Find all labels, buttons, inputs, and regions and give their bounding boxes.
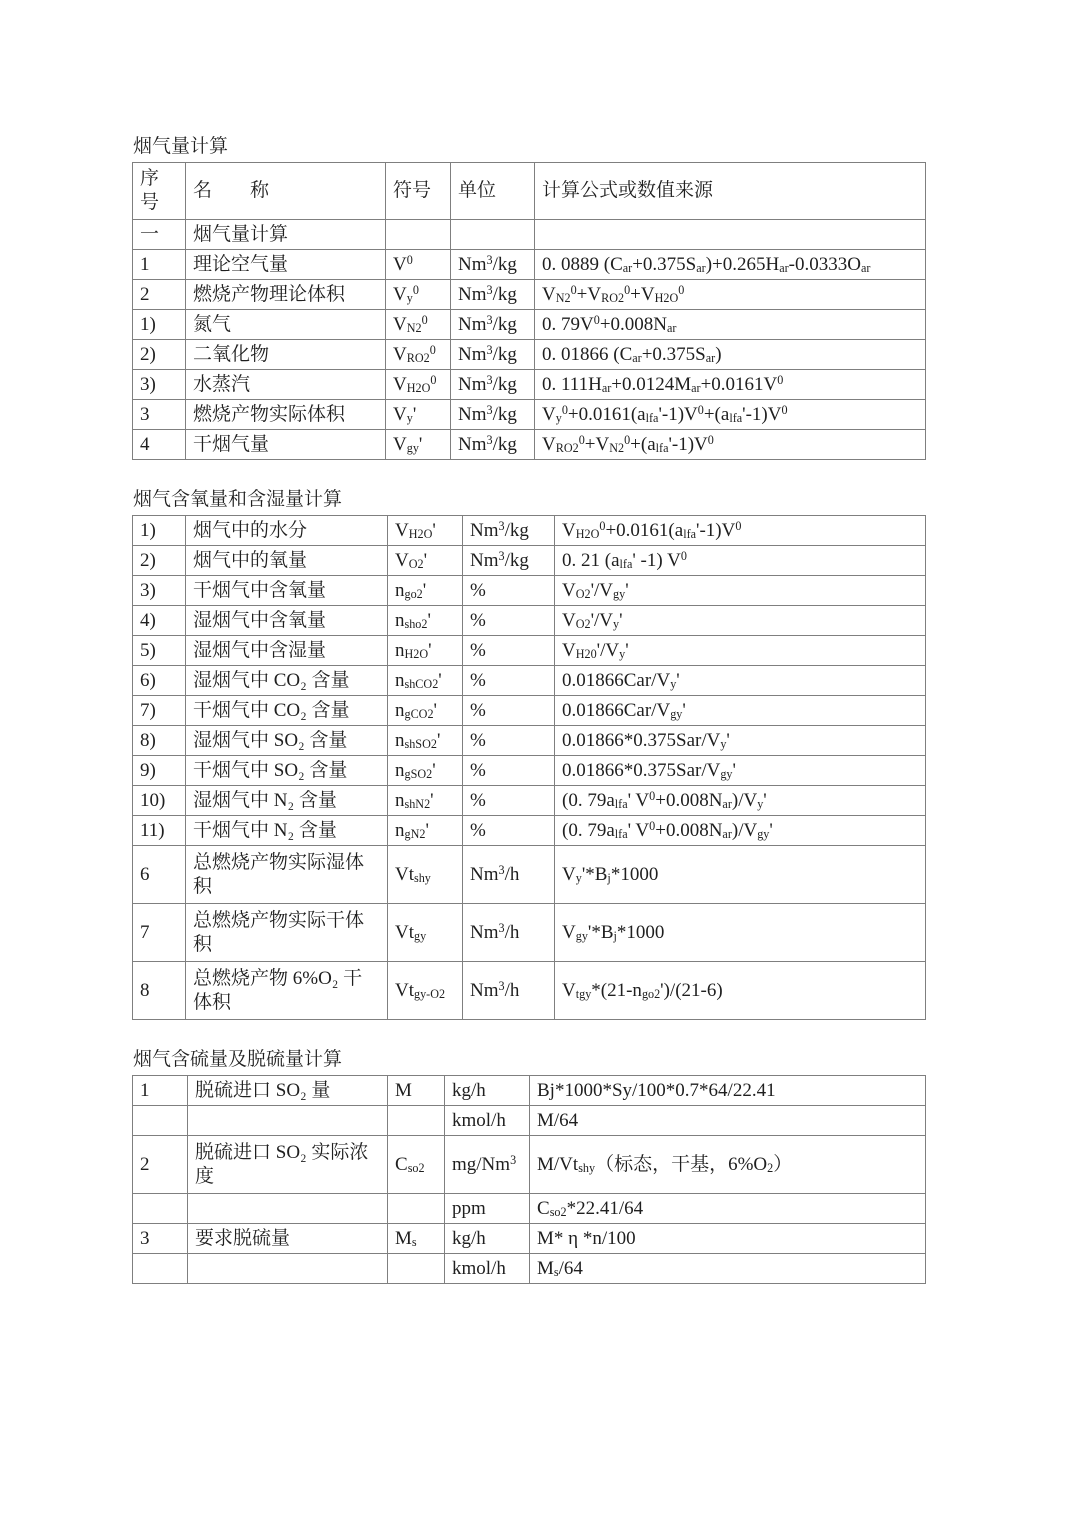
cell-name: 烟气中的氧量	[186, 546, 388, 576]
table-row	[133, 576, 926, 606]
cell-symbol	[388, 1194, 445, 1224]
cell-formula: $0.01866Car/V_y'$	[555, 666, 926, 696]
table-row	[133, 546, 926, 576]
oxygen-moisture-table	[132, 515, 926, 1020]
cell-name: 烟气中的水分	[186, 516, 388, 546]
cell-unit: Nm$^3$/kg	[463, 546, 555, 576]
cell-unit: Nm$^3$/kg	[451, 340, 535, 370]
cell-seq: 7)	[133, 696, 186, 726]
sulfur-desulfurization-table	[132, 1075, 926, 1284]
cell-symbol	[388, 1106, 445, 1136]
section-title-flue-gas-volume: 烟气量计算	[133, 136, 229, 157]
table-row	[133, 220, 926, 250]
cell-unit	[451, 220, 535, 250]
cell-unit: kmol/h	[445, 1106, 530, 1136]
cell-formula: 0. 0889 $(C_{ar}+0.375S_{ar})+0.265H_{ar}-0.0333O_{ar}$	[535, 250, 926, 280]
cell-name: 烟气量计算	[186, 220, 386, 250]
table-row	[133, 666, 926, 696]
table-row	[133, 696, 926, 726]
cell-seq: 7	[133, 904, 186, 962]
cell-symbol: $V_{H2O}^0$	[386, 370, 451, 400]
table-row	[133, 1254, 926, 1284]
cell-formula: $0.01866*0.375Sar/V_y'$	[555, 726, 926, 756]
table-row	[133, 726, 926, 756]
cell-name: 脱硫进口 SO₂ 实际浓度	[188, 1136, 388, 1194]
cell-seq: 8)	[133, 726, 186, 756]
cell-name: 湿烟气中 CO₂ 含量	[186, 666, 388, 696]
header-name: 名 称	[186, 163, 386, 220]
cell-seq: 3)	[133, 370, 186, 400]
table-row	[133, 756, 926, 786]
table-row	[133, 310, 926, 340]
cell-name: 理论空气量	[186, 250, 386, 280]
table-row	[133, 904, 926, 962]
cell-symbol: $n_{gCO2}'$	[388, 696, 463, 726]
cell-unit: kg/h	[445, 1076, 530, 1106]
section-oxygen-moisture	[132, 489, 1080, 1020]
cell-seq: 5)	[133, 636, 186, 666]
cell-seq: 1	[133, 1076, 188, 1106]
cell-formula: 0. $111H_{ar}+0.0124M_{ar}+0.0161V^0$	[535, 370, 926, 400]
cell-name	[188, 1194, 388, 1224]
cell-symbol: $Vt_{gy}$	[388, 904, 463, 962]
table-row	[133, 1224, 926, 1254]
table-row	[133, 516, 926, 546]
cell-symbol: $V_y^0$	[386, 280, 451, 310]
cell-name: 湿烟气中含氧量	[186, 606, 388, 636]
cell-symbol: $n_{gN2}'$	[388, 816, 463, 846]
cell-seq: 一	[133, 220, 186, 250]
cell-unit: %	[463, 696, 555, 726]
cell-unit: Nm$^3$/kg	[451, 430, 535, 460]
cell-name: 总燃烧产物实际干体积	[186, 904, 388, 962]
cell-formula: $V_{N2}^0+V_{RO2}^0+V_{H2O}^0$	[535, 280, 926, 310]
cell-unit: %	[463, 756, 555, 786]
cell-name: 干烟气中 N₂ 含量	[186, 816, 388, 846]
table-row	[133, 1106, 926, 1136]
table-row	[133, 1136, 926, 1194]
cell-name: 干烟气中 CO₂ 含量	[186, 696, 388, 726]
cell-formula: $V_{tgy}*(21-n_{go2}')/(21-6)$	[555, 962, 926, 1020]
table-row	[133, 250, 926, 280]
cell-unit: Nm$^3$/h	[463, 904, 555, 962]
cell-unit: %	[463, 636, 555, 666]
cell-symbol: $C_{so2}$	[388, 1136, 445, 1194]
cell-unit: %	[463, 786, 555, 816]
cell-symbol: $n_{go2}'$	[388, 576, 463, 606]
cell-seq: 1)	[133, 516, 186, 546]
cell-seq: 8	[133, 962, 186, 1020]
cell-seq: 2	[133, 280, 186, 310]
table-row	[133, 786, 926, 816]
cell-unit: Nm$^3$/h	[463, 962, 555, 1020]
cell-formula: $V_y'*B_j*1000$	[555, 846, 926, 904]
table-header-row	[133, 163, 926, 220]
cell-symbol: $n_{shSO2}'$	[388, 726, 463, 756]
cell-formula: $0.01866Car/V_{gy}'$	[555, 696, 926, 726]
cell-name: 燃烧产物理论体积	[186, 280, 386, 310]
cell-seq	[133, 1106, 188, 1136]
cell-seq	[133, 1194, 188, 1224]
cell-seq	[133, 1254, 188, 1284]
cell-name: 脱硫进口 SO₂ 量	[188, 1076, 388, 1106]
cell-unit: %	[463, 666, 555, 696]
table-row	[133, 340, 926, 370]
cell-seq: 1	[133, 250, 186, 280]
cell-unit: Nm$^3$/kg	[451, 370, 535, 400]
table-row	[133, 280, 926, 310]
cell-symbol: $n_{sho2}'$	[388, 606, 463, 636]
cell-unit: %	[463, 816, 555, 846]
section-title-sulfur-desulfurization: 烟气含硫量及脱硫量计算	[133, 1049, 343, 1070]
cell-symbol: $n_{shN2}'$	[388, 786, 463, 816]
cell-seq: 11)	[133, 816, 186, 846]
cell-symbol	[386, 220, 451, 250]
cell-formula: M* η *n/100	[530, 1224, 926, 1254]
cell-name: 燃烧产物实际体积	[186, 400, 386, 430]
cell-name: 要求脱硫量	[188, 1224, 388, 1254]
cell-formula: $M_s/64$	[530, 1254, 926, 1284]
cell-formula: $V_{O2}'/V_y'$	[555, 606, 926, 636]
cell-symbol: $V_{N2}^0$	[386, 310, 451, 340]
cell-seq: 2)	[133, 340, 186, 370]
cell-seq: 2)	[133, 546, 186, 576]
cell-symbol: $n_{shCO2}'$	[388, 666, 463, 696]
table-row	[133, 846, 926, 904]
table-row	[133, 370, 926, 400]
cell-name: 氮气	[186, 310, 386, 340]
cell-name: 干烟气中含氧量	[186, 576, 388, 606]
cell-symbol: $V^0$	[386, 250, 451, 280]
cell-symbol: $V_y'$	[386, 400, 451, 430]
cell-seq: 6)	[133, 666, 186, 696]
cell-name: 干烟气量	[186, 430, 386, 460]
flue-gas-volume-table	[132, 162, 926, 460]
table-row	[133, 962, 926, 1020]
cell-unit: kmol/h	[445, 1254, 530, 1284]
cell-seq: 6	[133, 846, 186, 904]
cell-formula: $0.01866*0.375Sar/V_{gy}'$	[555, 756, 926, 786]
cell-formula: 0. 21 ($a_{lfa}'$ -1) $V^0$	[555, 546, 926, 576]
table-row	[133, 606, 926, 636]
header-unit: 单位	[451, 163, 535, 220]
header-seq: 序 号	[133, 163, 186, 220]
cell-formula: $V_{RO2}^0+V_{N2}^0+(a_{lfa}'-1)V^0$	[535, 430, 926, 460]
cell-name: 湿烟气中 SO₂ 含量	[186, 726, 388, 756]
header-formula: 计算公式或数值来源	[535, 163, 926, 220]
cell-unit: Nm$^3$/h	[463, 846, 555, 904]
cell-symbol: $V_{RO2}^0$	[386, 340, 451, 370]
cell-unit: ppm	[445, 1194, 530, 1224]
cell-name: 二氧化物	[186, 340, 386, 370]
cell-seq: 2	[133, 1136, 188, 1194]
section-title-oxygen-moisture: 烟气含氧量和含湿量计算	[133, 489, 343, 510]
cell-name: 总燃烧产物 6%O₂ 干体积	[186, 962, 388, 1020]
table-row	[133, 1076, 926, 1106]
cell-name: 干烟气中 SO₂ 含量	[186, 756, 388, 786]
cell-symbol: $V_{gy}'$	[386, 430, 451, 460]
cell-name: 湿烟气中含湿量	[186, 636, 388, 666]
cell-symbol	[388, 1254, 445, 1284]
cell-symbol: $Vt_{shy}$	[388, 846, 463, 904]
cell-seq: 4)	[133, 606, 186, 636]
section-sulfur-desulfurization	[132, 1049, 1080, 1284]
cell-name: 总燃烧产物实际湿体积	[186, 846, 388, 904]
cell-formula: M/64	[530, 1106, 926, 1136]
cell-seq: 1)	[133, 310, 186, 340]
cell-unit: Nm$^3$/kg	[451, 250, 535, 280]
cell-name: 水蒸汽	[186, 370, 386, 400]
cell-unit: %	[463, 576, 555, 606]
cell-seq: 4	[133, 430, 186, 460]
cell-unit: Nm$^3$/kg	[451, 310, 535, 340]
cell-formula: $V_{O2}'/V_{gy}'$	[555, 576, 926, 606]
cell-unit: Nm$^3$/kg	[463, 516, 555, 546]
table-row	[133, 400, 926, 430]
cell-symbol: $n_{H2O}'$	[388, 636, 463, 666]
cell-formula: 0. 01866 $(C_{ar}+0.375S_{ar})$	[535, 340, 926, 370]
cell-formula: 0. $79V^0+0.008N_{ar}$	[535, 310, 926, 340]
cell-seq: 3	[133, 1224, 188, 1254]
cell-symbol: $V_{H2O}'$	[388, 516, 463, 546]
cell-unit: %	[463, 606, 555, 636]
cell-name: 湿烟气中 N₂ 含量	[186, 786, 388, 816]
cell-unit: mg/Nm$^3$	[445, 1136, 530, 1194]
cell-symbol: M	[388, 1076, 445, 1106]
cell-symbol: $n_{gSO2}'$	[388, 756, 463, 786]
cell-symbol: $V_{O2}'$	[388, 546, 463, 576]
cell-symbol: $M_s$	[388, 1224, 445, 1254]
cell-formula: (0. $79a_{lfa}'$ $V^0+0.008N_{ar})/V_y'$	[555, 786, 926, 816]
cell-formula: $V_y^0+0.0161(a_{lfa}'-1)V^0+(a_{lfa}'-1)V^0$	[535, 400, 926, 430]
cell-formula: $V_{H20}'/V_y'$	[555, 636, 926, 666]
cell-unit: Nm$^3$/kg	[451, 400, 535, 430]
cell-seq: 3	[133, 400, 186, 430]
cell-formula: $C_{so2}*22.41/64$	[530, 1194, 926, 1224]
cell-unit: kg/h	[445, 1224, 530, 1254]
table-row	[133, 430, 926, 460]
header-symbol: 符号	[386, 163, 451, 220]
cell-seq: 9)	[133, 756, 186, 786]
cell-formula: Bj*1000*Sy/100*0.7*64/22.41	[530, 1076, 926, 1106]
cell-formula	[535, 220, 926, 250]
table-row	[133, 636, 926, 666]
cell-seq: 10)	[133, 786, 186, 816]
cell-symbol: $Vt_{gy-O2}$	[388, 962, 463, 1020]
cell-name	[188, 1254, 388, 1284]
cell-formula: $V_{gy}'*B_j*1000$	[555, 904, 926, 962]
cell-formula: $V_{H2O}^0+0.0161(a_{lfa}'-1)V^0$	[555, 516, 926, 546]
table-row	[133, 1194, 926, 1224]
section-flue-gas-volume	[132, 136, 1080, 460]
table-row	[133, 816, 926, 846]
cell-unit: Nm$^3$/kg	[451, 280, 535, 310]
cell-formula: $M/Vt_{shy}$（标态，干基，$6\%O_2$）	[530, 1136, 926, 1194]
cell-seq: 3)	[133, 576, 186, 606]
cell-formula: (0. $79a_{lfa}'$ $V^0+0.008N_{ar})/V_{gy}'$	[555, 816, 926, 846]
cell-unit: %	[463, 726, 555, 756]
cell-name	[188, 1106, 388, 1136]
